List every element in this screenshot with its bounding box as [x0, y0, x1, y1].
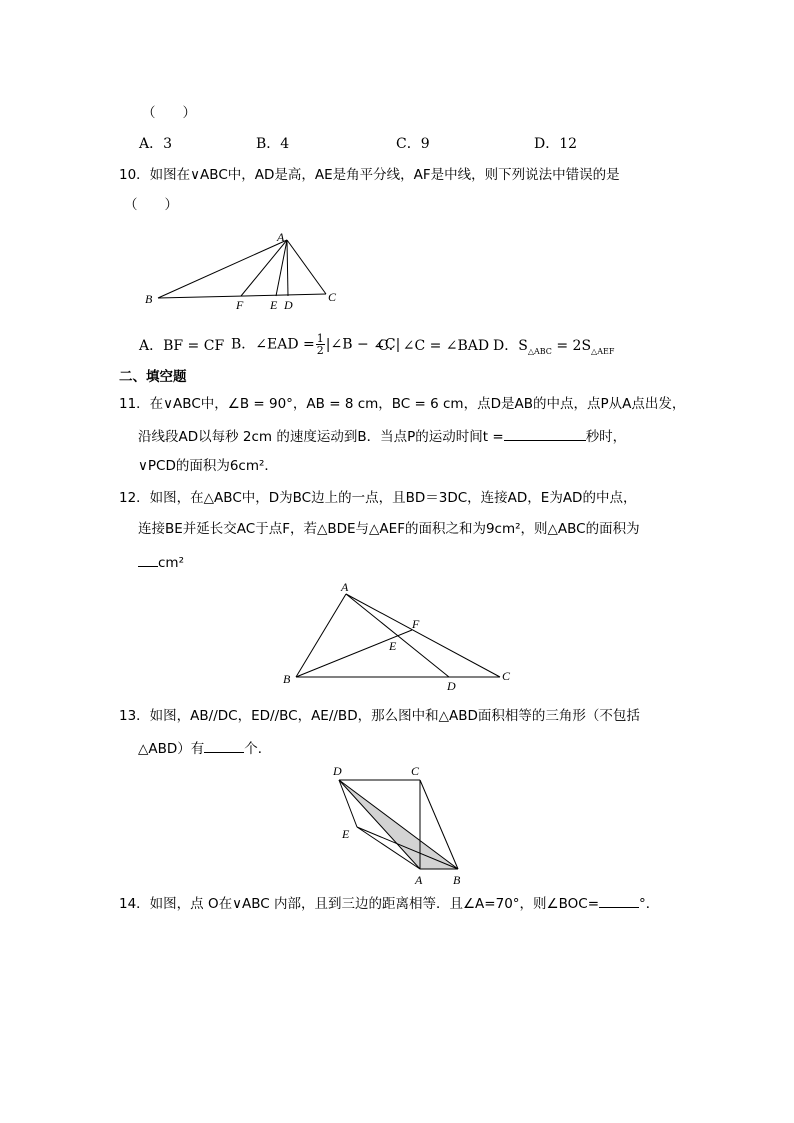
q10-frac-num: 1	[316, 332, 324, 345]
q13-label-b: B	[453, 873, 461, 887]
q10-label-a: A	[277, 230, 285, 244]
q9-option-c: C．9	[396, 136, 430, 152]
q10-option-c: C．∠C = ∠BAD	[378, 338, 490, 354]
q13-label-c: C	[411, 764, 420, 778]
q14-line	[119, 893, 659, 913]
q13-line2	[138, 738, 271, 758]
q12-answer-blank[interactable]	[138, 552, 158, 567]
q10-frac-den: 2	[316, 344, 324, 357]
q12-unit: cm²	[158, 555, 184, 571]
q11-line2-a: 沿线段AD以每秒 2cm 的速度运动到B．当点P的运动时间t =	[138, 429, 504, 445]
q11-line2-b: 秒时，	[585, 429, 627, 445]
q13-figure	[325, 760, 470, 888]
q11-line3: ∨PCD的面积为6cm²．	[138, 458, 278, 474]
q11-line1: 11．在∨ABC中，∠B = 90°，AB = 8 cm，BC = 6 cm，点D是AB的中点，点P从A点出发，	[119, 396, 686, 412]
q13-label-e: E	[342, 827, 350, 841]
q11-answer-blank[interactable]	[504, 426, 586, 441]
q10-option-d-mid: = 2S	[551, 338, 592, 354]
q10-label-d: D	[284, 298, 293, 312]
q13-line1: 13．如图，AB//DC，ED//BC，AE//BD，那么图中和△ABD面积相等的三角形（不包括	[119, 708, 640, 724]
q14-line-b: °．	[639, 896, 660, 912]
q10-label-f: F	[236, 298, 244, 312]
q10-label-b: B	[145, 292, 153, 306]
q10-paren: （ ）	[124, 197, 178, 213]
q9-paren: （ ）	[142, 105, 196, 121]
q13-label-a: A	[415, 873, 423, 887]
q12-label-c: C	[502, 669, 511, 683]
q12-label-f: F	[412, 617, 420, 631]
q10-option-d-sub2: △AEF	[591, 346, 615, 356]
q13-line2-b: 个．	[244, 741, 272, 757]
q10-option-b-prefix: B．∠EAD =	[231, 336, 315, 353]
q12-line2: 连接BE并延长交AC于点F，若△BDE与△AEF的面积之和为9cm²，则△ABC的面积为	[138, 521, 640, 537]
q14-line-a: 14．如图，点 O在∨ABC 内部，且到三边的距离相等．且∠A=70°，则∠BOC=	[119, 896, 600, 912]
q14-answer-blank[interactable]	[599, 893, 639, 908]
q13-label-d: D	[333, 764, 342, 778]
q10-figure	[140, 230, 350, 315]
q9-option-a: A．3	[139, 136, 173, 152]
q10-label-c: C	[328, 290, 337, 304]
q13-line2-a: △ABD）有	[138, 741, 205, 757]
q10-option-d-sub1: △ABC	[527, 346, 552, 356]
q10-option-d	[493, 337, 614, 361]
section-title-fill-blank: 二、填空题	[119, 369, 187, 385]
q12-figure	[278, 574, 518, 694]
q10-option-b	[231, 333, 400, 356]
q10-stem: 10．如图在∨ABC中，AD是高，AE是角平分线，AF是中线，则下列说法中错误的是	[119, 167, 620, 183]
q10-option-b-fraction	[316, 333, 325, 356]
q13-answer-blank[interactable]	[204, 738, 244, 753]
q12-line3	[138, 552, 184, 572]
q10-option-d-prefix: D．S	[493, 338, 528, 354]
q12-label-d: D	[447, 679, 456, 693]
q9-option-b: B．4	[256, 136, 290, 152]
q12-label-e: E	[389, 639, 397, 653]
q12-line1: 12．如图，在△ABC中，D为BC边上的一点，且BD＝3DC，连接AD，E为AD的中点，	[119, 490, 637, 506]
q10-option-b-suffix: |∠B − ∠C|	[325, 336, 401, 353]
q9-option-d: D．12	[534, 136, 578, 152]
q12-label-b: B	[283, 672, 291, 686]
q10-option-a: A．BF = CF	[139, 338, 225, 354]
q11-line2	[138, 426, 626, 446]
q10-label-e: E	[270, 298, 278, 312]
q12-label-a: A	[341, 580, 349, 594]
